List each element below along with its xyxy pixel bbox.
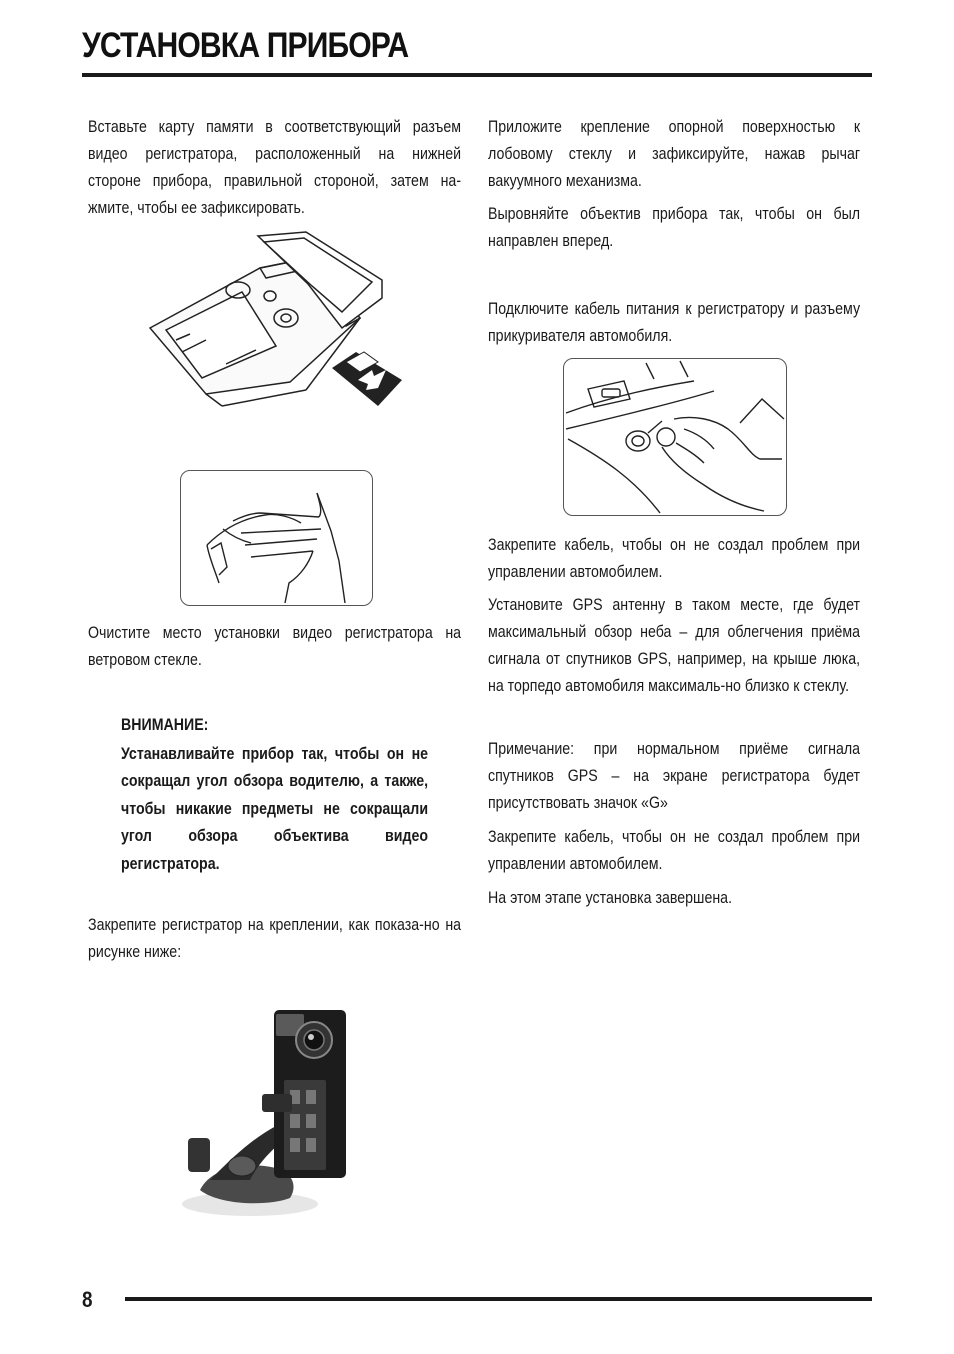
left-paragraph-2: [88, 620, 461, 674]
installation-complete: На этом этапе установка завершена.: [488, 889, 733, 907]
gps-note: Примечание: при нормальном приёме сигнала спутников GPS – на экране регистратора будет присутствовать значок «G»: [488, 740, 861, 812]
right-paragraph-5: [488, 592, 860, 700]
left-paragraph-3: [88, 912, 461, 966]
attach-mount-instruction: Приложите крепление опорной поверхностью к лобовому стеклу и зафиксируйте, нажав рычаг вакуумного механизма.: [488, 118, 861, 190]
secure-cable-instruction-2: Закрепите кабель, чтобы он не создал проблем при управлении автомобилем.: [488, 828, 861, 873]
memory-card-illustration: [146, 230, 408, 418]
warning-block: [121, 712, 428, 878]
left-paragraph-1: [88, 114, 461, 222]
cleaning-glass-illustration: [180, 470, 373, 606]
right-paragraph-8: [488, 885, 860, 912]
title-rule: [82, 73, 872, 77]
secure-cable-instruction: Закрепите кабель, чтобы он не создал проблем при управлении автомобилем.: [488, 536, 861, 581]
right-paragraph-4: [488, 532, 860, 586]
warning-text: Устанавливайте прибор так, чтобы он не сокращал угол обзора водителю, а также, чтобы никакие предметы не сокращали угол обзора объектива видео регистратора.: [121, 744, 429, 873]
align-lens-instruction: Выровняйте объектив прибора так, чтобы он был направлен вперед.: [488, 205, 861, 250]
page-title: УСТАНОВКА ПРИБОРА: [82, 26, 409, 65]
power-cable-illustration: [563, 358, 787, 516]
page-number: 8: [82, 1287, 93, 1312]
right-paragraph-1: [488, 114, 860, 195]
right-paragraph-2: [488, 201, 860, 255]
right-paragraph-7: [488, 824, 860, 878]
footer-rule: [125, 1297, 872, 1301]
mounted-device-illustration: [180, 1010, 356, 1220]
mount-instruction: Закрепите регистратор на креплении, как показа-но на рисунке ниже:: [88, 916, 462, 961]
memory-card-instruction: Вставьте карту памяти в соответствующий разъем видео регистратора, расположенный на нижней стороне прибора, правильной стороной, затем на-жмите, чтобы ее зафиксировать.: [88, 118, 462, 217]
right-paragraph-6: [488, 736, 860, 817]
clean-glass-instruction: Очистите место установки видео регистратора на ветровом стекле.: [88, 624, 462, 669]
gps-antenna-instruction: Установите GPS антенну в таком месте, где будет максимальный обзор неба – для облегчения приёма сигнала от спутников GPS, например, на крыше люка, на торпедо автомобиля максималь-но близко к стеклу.: [488, 596, 861, 695]
right-paragraph-3: [488, 296, 860, 350]
warning-heading: ВНИМАНИЕ:: [121, 716, 209, 734]
connect-power-instruction: Подключите кабель питания к регистратору и разъему прикуривателя автомобиля.: [488, 300, 861, 345]
